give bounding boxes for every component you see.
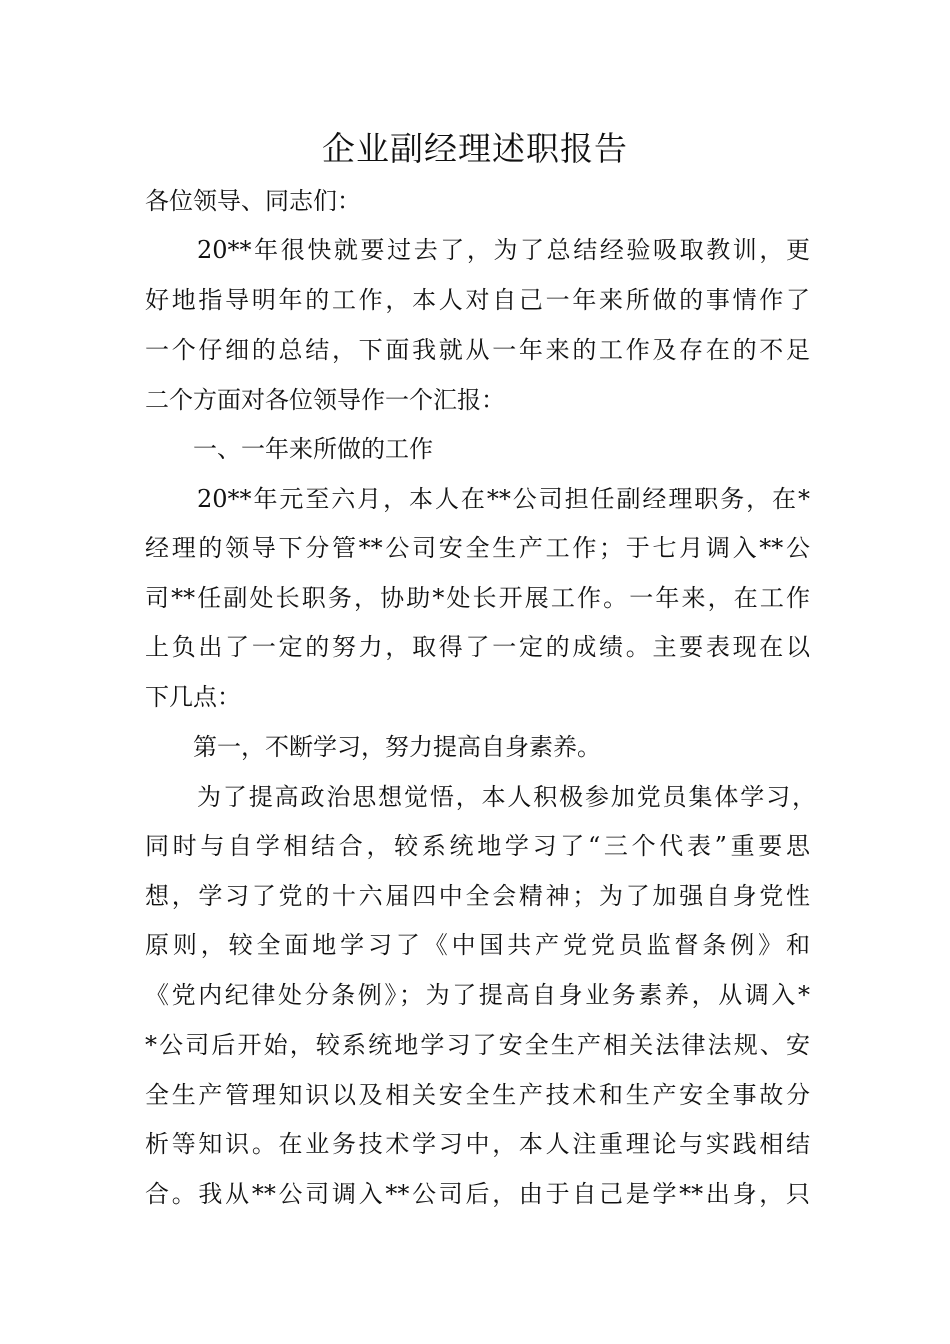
paragraph-line: 司**任副处长职务，协助*处长开展工作。一年来，在工作 (145, 584, 810, 612)
document-title: 企业副经理述职报告 (322, 129, 628, 168)
paragraph-line: 上负出了一定的努力，取得了一定的成绩。主要表现在以 (145, 633, 810, 661)
paragraph-line: 20**年元至六月，本人在**公司担任副经理职务，在* (197, 485, 810, 513)
paragraph-line: 同时与自学相结合，较系统地学习了“三个代表”重要思 (145, 832, 810, 860)
paragraph-line: 20**年很快就要过去了，为了总结经验吸取教训，更 (197, 236, 810, 264)
paragraph-line: 想，学习了党的十六届四中全会精神；为了加强自身党性 (145, 882, 810, 910)
paragraph-line: *公司后开始，较系统地学习了安全生产相关法律法规、安 (145, 1031, 810, 1059)
paragraph-line: 原则，较全面地学习了《中国共产党党员监督条例》和 (145, 931, 810, 959)
paragraph-line: 一个仔细的总结，下面我就从一年来的工作及存在的不足 (145, 336, 810, 364)
subsection-heading: 第一，不断学习，努力提高自身素养。 (193, 733, 601, 761)
paragraph-line: 全生产管理知识以及相关安全生产技术和生产安全事故分 (145, 1081, 810, 1109)
paragraph-line: 合。我从**公司调入**公司后，由于自己是学**出身，只 (145, 1180, 810, 1208)
salutation: 各位领导、同志们： (145, 187, 361, 215)
paragraph-line: 二个方面对各位领导作一个汇报： (145, 386, 505, 414)
paragraph-line: 析等知识。在业务技术学习中，本人注重理论与实践相结 (145, 1130, 810, 1158)
paragraph-line: 为了提高政治思想觉悟，本人积极参加党员集体学习， (197, 783, 816, 811)
paragraph-line: 下几点： (145, 683, 241, 711)
paragraph-line: 经理的领导下分管**公司安全生产工作；于七月调入**公 (145, 534, 810, 562)
section-heading: 一、一年来所做的工作 (193, 435, 433, 463)
paragraph-line: 好地指导明年的工作，本人对自己一年来所做的事情作了 (145, 286, 810, 314)
paragraph-line: 《党内纪律处分条例》；为了提高自身业务素养，从调入* (145, 981, 810, 1009)
